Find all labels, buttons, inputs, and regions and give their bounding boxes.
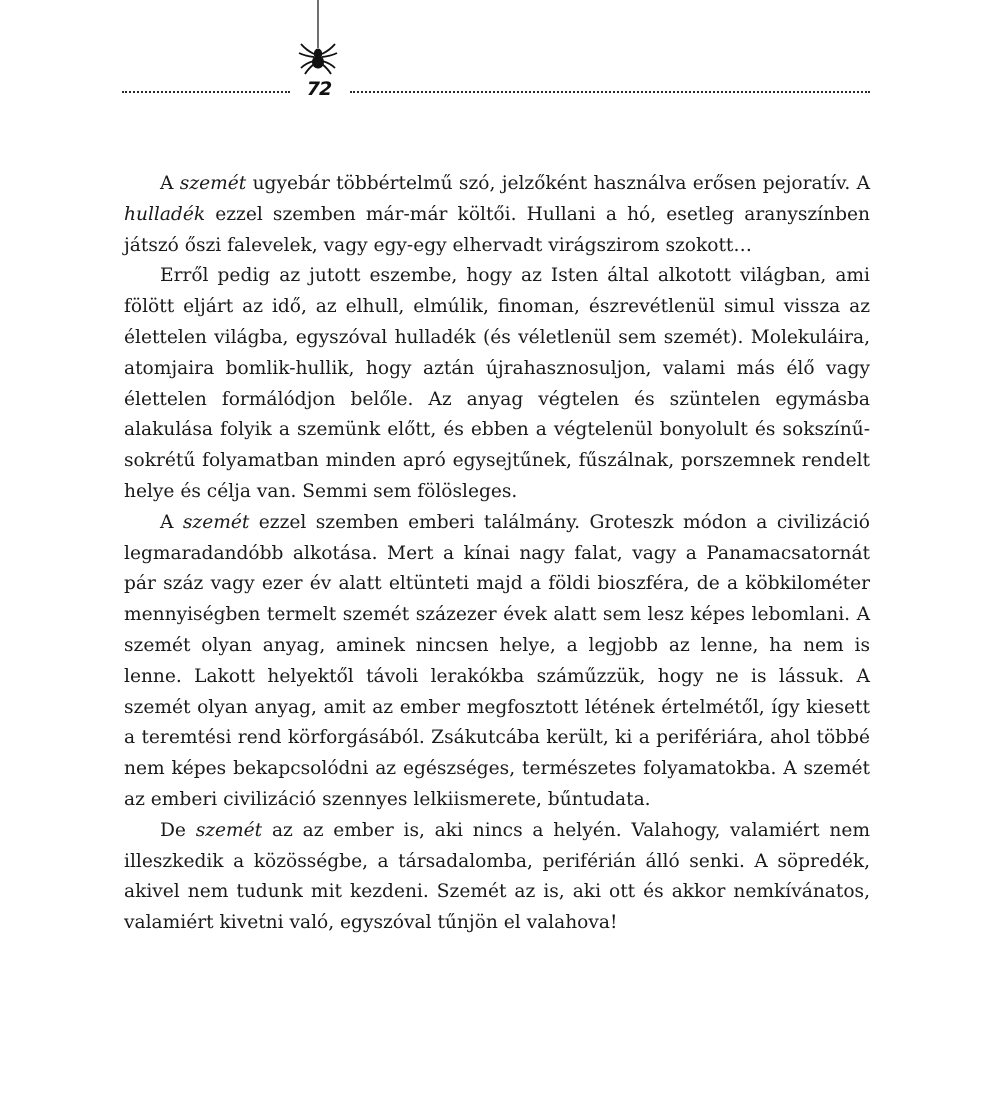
emphasis-hulladek: hulladék <box>124 203 206 225</box>
paragraph-1: A szemét ugyebár többértelmű szó, jelzőként használva erősen pejoratív. A hulladék ezzel szemben már-már költői. Hullani a hó, esetleg aranyszínben játszó őszi falevelek, vagy egy-egy elhervadt virágszirom szokott… <box>124 173 870 256</box>
header-rule-right <box>350 91 870 93</box>
body-text <box>124 169 870 939</box>
emphasis-szemet: szemét <box>195 819 263 841</box>
header-rule-left <box>122 91 290 93</box>
page-number: 72 <box>306 78 332 100</box>
paragraph-3: A szemét ezzel szemben emberi találmány. Groteszk módon a civilizáció legmaradandóbb alkotása. Mert a kínai nagy falat, vagy a Panamacsatornát pár száz vagy ezer év alatt eltünteti majd a földi bioszféra, de a köbkilométer mennyiségben termelt szemét százezer évek alatt sem lesz képes lebomlani. A szemét olyan anyag, aminek nincsen helye, a legjobb az lenne, ha nem is lenne. Lakott helyektől távoli lerakókba száműzzük, hogy ne is lássuk. A szemét olyan anyag, amit az ember megfosztott létének értelmétől, így kiesett a teremtési rend körforgásából. Zsákutcába került, ki a perifériára, ahol többé nem képes bekapcsolódni az egészséges, természetes folyamatokba. A szemét az emberi civilizáció szennyes lelkiismerete, bűntudata. <box>124 511 870 810</box>
emphasis-szemet: szemét <box>179 173 247 194</box>
page-header <box>0 0 993 110</box>
emphasis-szemet: szemét <box>182 511 250 533</box>
paragraph-4: De szemét az az ember is, aki nincs a helyén. Valahogy, valamiért nem illeszkedik a közösségbe, a társadalomba, periférián álló senki. A söpredék, akivel nem tudunk mit kezdeni. Szemét az is, aki ott és akkor nemkívánatos, valamiért kivetni való, egyszóval tűnjön el valahova! <box>124 819 870 934</box>
spider-icon <box>296 0 340 78</box>
paragraph-2: Erről pedig az jutott eszembe, hogy az Isten által alkotott világban, ami fölött eljárt az idő, az elhull, elmúlik, finoman, észrevétlenül simul vissza az élettelen világba, egyszóval hulladék (és véletlenül sem szemét). Molekuláira, atomjaira bomlik-hullik, hogy aztán újrahasznosuljon, valami más élő vagy élettelen formálódjon belőle. Az anyag végtelen és szüntelen egymásba alakulása folyik a szemünk előtt, és ebben a végtelenül bonyolult és sokszínű-sokrétű folyamatban minden apró egysejtűnek, fűszálnak, porszemnek rendelt helye és célja van. Semmi sem fölösleges. <box>124 265 870 502</box>
